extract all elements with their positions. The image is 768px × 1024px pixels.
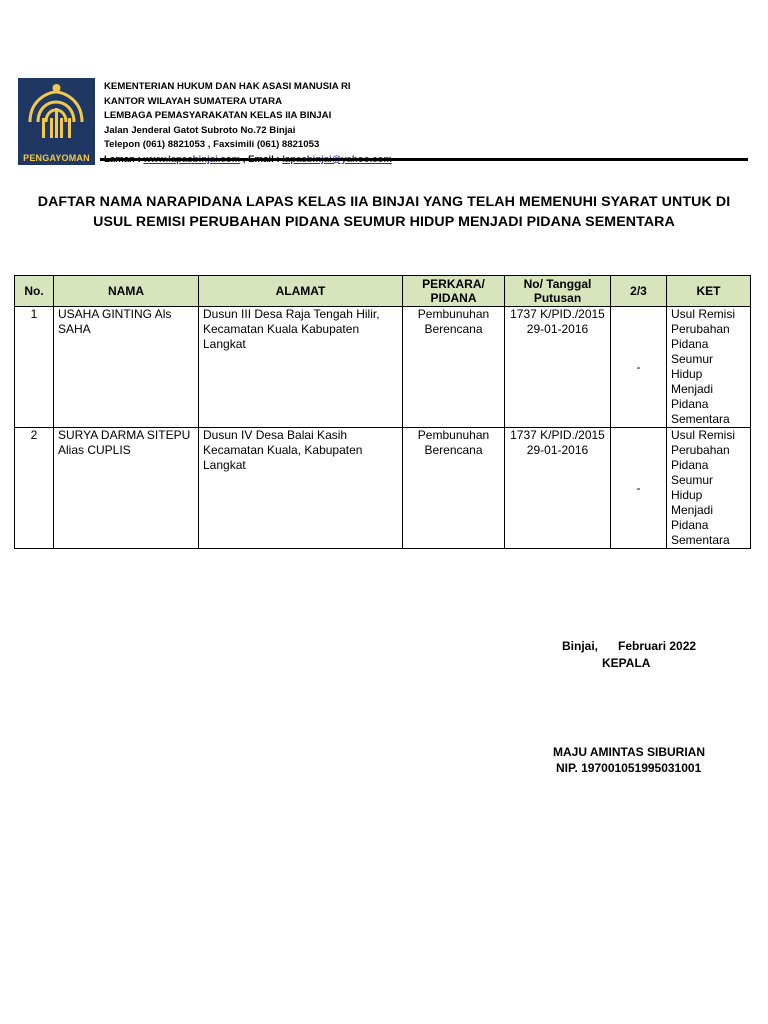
banyan-tree-icon xyxy=(18,78,95,150)
putusan-number: 1737 K/PID./2015 xyxy=(510,428,605,442)
letterhead xyxy=(104,80,744,168)
cell-perkara: Pembunuhan Berencana xyxy=(403,428,505,549)
table-row xyxy=(15,428,751,549)
address: Jalan Jenderal Gatot Subroto No.72 Binjai xyxy=(104,124,296,136)
logo-label: PENGAYOMAN xyxy=(23,153,90,163)
col-header-two-thirds: 2/3 xyxy=(611,276,667,307)
phone-fax: Telepon (061) 8821053 , Faxsimili (061) 8821053 xyxy=(104,139,320,151)
cell-no: 2 xyxy=(15,428,54,549)
signature-place-date xyxy=(562,638,696,654)
cell-two-thirds: - xyxy=(611,428,667,549)
cell-ket: Usul Remisi Perubahan Pidana Seumur Hidup Menjadi Pidana Sementara xyxy=(667,428,751,549)
signatory-nip: NIP. 197001051995031001 xyxy=(556,761,702,775)
title-line-2: USUL REMISI PERUBAHAN PIDANA SEUMUR HIDUP MENJADI PIDANA SEMENTARA xyxy=(93,214,675,230)
cell-two-thirds: - xyxy=(611,307,667,428)
col-header-putusan: No/ Tanggal Putusan xyxy=(505,276,611,307)
cell-putusan xyxy=(505,428,611,549)
prisoner-table xyxy=(14,275,751,549)
cell-alamat: Dusun III Desa Raja Tengah Hilir, Kecamatan Kuala Kabupaten Langkat xyxy=(199,307,403,428)
cell-alamat: Dusun IV Desa Balai Kasih Kecamatan Kuala, Kabupaten Langkat xyxy=(199,428,403,549)
document-title xyxy=(10,192,758,232)
signature-date: Februari 2022 xyxy=(618,639,697,653)
col-header-ket: KET xyxy=(667,276,751,307)
col-header-no: No. xyxy=(15,276,54,307)
col-header-nama: NAMA xyxy=(54,276,199,307)
col-header-alamat: ALAMAT xyxy=(199,276,403,307)
table-header-row xyxy=(15,276,751,307)
col-header-perkara: PERKARA/ PIDANA xyxy=(403,276,505,307)
institution-name: LEMBAGA PEMASYARAKATAN KELAS IIA BINJAI xyxy=(104,110,332,122)
cell-ket: Usul Remisi Perubahan Pidana Seumur Hidup Menjadi Pidana Sementara xyxy=(667,307,751,428)
ministry-name: KEMENTERIAN HUKUM DAN HAK ASASI MANUSIA RI xyxy=(104,81,351,92)
signature-place: Binjai, xyxy=(562,639,599,653)
regional-office: KANTOR WILAYAH SUMATERA UTARA xyxy=(104,95,283,107)
signatory-name: MAJU AMINTAS SIBURIAN xyxy=(553,745,705,759)
letterhead-divider xyxy=(100,158,748,161)
cell-nama: SURYA DARMA SITEPU Alias CUPLIS xyxy=(54,428,199,549)
signature-position: KEPALA xyxy=(602,656,651,670)
putusan-number: 1737 K/PID./2015 xyxy=(510,307,605,321)
cell-nama: USAHA GINTING Als SAHA xyxy=(54,307,199,428)
cell-no: 1 xyxy=(15,307,54,428)
putusan-date: 29-01-2016 xyxy=(526,443,589,457)
pengayoman-logo xyxy=(18,78,95,165)
table-row xyxy=(15,307,751,428)
putusan-date: 29-01-2016 xyxy=(526,322,589,336)
title-line-1: DAFTAR NAMA NARAPIDANA LAPAS KELAS IIA BINJAI YANG TELAH MEMENUHI SYARAT UNTUK DI xyxy=(37,194,731,210)
cell-putusan xyxy=(505,307,611,428)
cell-perkara: Pembunuhan Berencana xyxy=(403,307,505,428)
